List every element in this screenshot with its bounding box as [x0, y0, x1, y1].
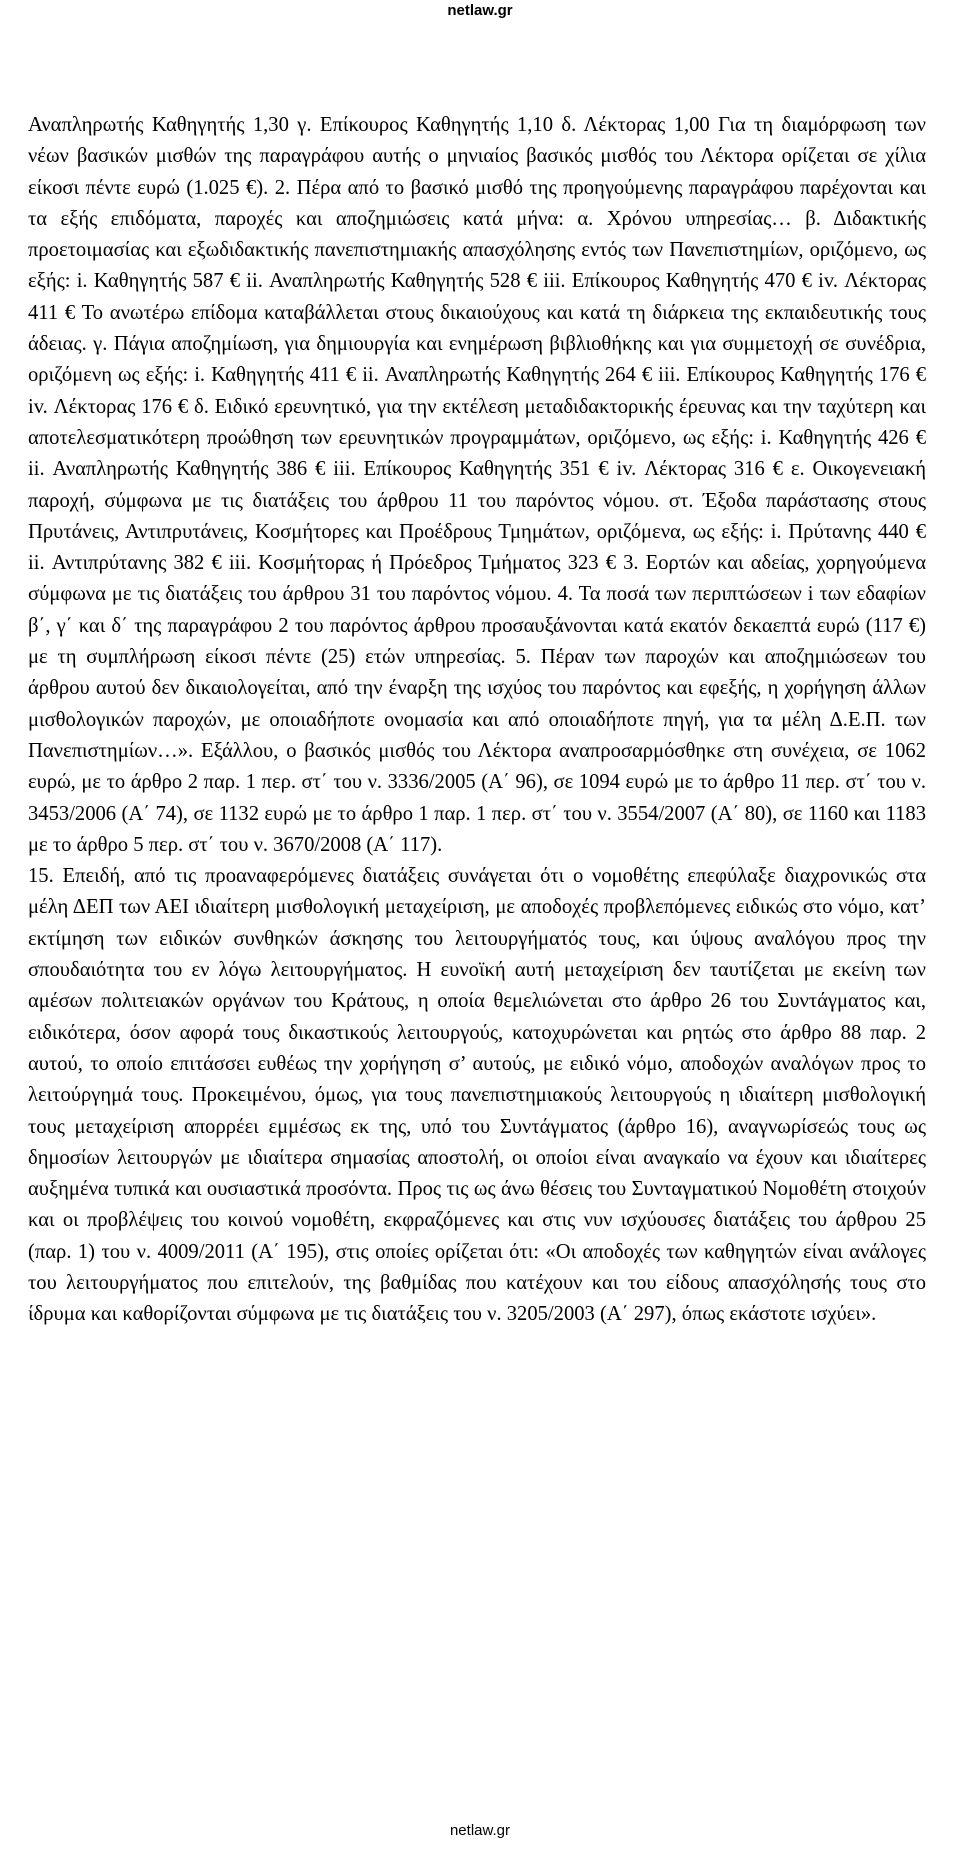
paragraph-salary-provisions: Αναπληρωτής Καθηγητής 1,30 γ. Επίκουρος Καθηγητής 1,10 δ. Λέκτορας 1,00 Για τη διαμόρφωση των νέων βασικών μισθών της παραγράφου αυτής ο μηνιαίος βασικός μισθός του Λέκτορα ορίζεται σε χίλια είκοσι πέντε ευρώ (1.025 €). 2. Πέρα από το βασικό μισθό της προηγούμενης παραγράφου παρέχονται και τα εξής επιδόματα, παροχές και αποζημιώσεις κατά μήνα: α. Χρόνου υπηρεσίας… β. Διδακτικής προετοιμασίας και εξωδιδακτικής πανεπιστημιακής απασχόλησης εντός των Πανεπιστημίων, οριζόμενο, ως εξής: i. Καθηγητής 587 € ii. Αναπληρωτής Καθηγητής 528 € iii. Επίκουρος Καθηγητής 470 € iv. Λέκτορας 411 € Το ανωτέρω επίδομα καταβάλλεται στους δικαιούχους και κατά τη διάρκεια της εκπαιδευτικής τους άδειας. γ. Πάγια αποζημίωση, για δημιουργία και ενημέρωση βιβλιοθήκης και για συμμετοχή σε συνέδρια, οριζόμενη ως εξής: i. Καθηγητής 411 € ii. Αναπληρωτής Καθηγητής 264 € iii. Επίκουρος Καθηγητής 176 € iv. Λέκτορας 176 € δ. Ειδικό ερευνητικό, για την εκτέλεση μεταδιδακτορικής έρευνας και την ταχύτερη και αποτελεσματικότερη προώθηση των ερευνητικών προγραμμάτων, οριζόμενο, ως εξής: i. Καθηγητής 426 € ii. Αναπληρωτής Καθηγητής 386 € iii. Επίκουρος Καθηγητής 351 € iv. Λέκτορας 316 € ε. Οικογενειακή παροχή, σύμφωνα με τις διατάξεις του άρθρου 11 του παρόντος νόμου. στ. Έξοδα παράστασης στους Πρυτάνεις, Αντιπρυτάνεις, Κοσμήτορες και Προέδρους Τμημάτων, οριζόμενα, ως εξής: i. Πρύτανης 440 € ii. Αντιπρύτανης 382 € iii. Κοσμήτορας ή Πρόεδρος Τμήματος 323 € 3. Εορτών και αδείας, χορηγούμενα σύμφωνα με τις διατάξεις του άρθρου 31 του παρόντος νόμου. 4. Τα ποσά των περιπτώσεων i των εδαφίων β΄, γ΄ και δ΄ της παραγράφου 2 του παρόντος άρθρου προσαυξάνονται κατά εκατόν δεκαεπτά ευρώ (117 €) με τη συμπλήρωση είκοσι πέντε (25) ετών υπηρεσίας. 5. Πέραν των παροχών και αποζημιώσεων του άρθρου αυτού δεν δικαιολογείται, από την έναρξη της ισχύος του παρόντος και εφεξής, η χορήγηση άλλων μισθολογικών παροχών, με οποιαδήποτε ονομασία και από οποιαδήποτε πηγή, για τα μέλη Δ.Ε.Π. των Πανεπιστημίων…». Εξάλλου, ο βασικός μισθός του Λέκτορα αναπροσαρμόσθηκε στη συνέχεια, σε 1062 ευρώ, με το άρθρο 2 παρ. 1 περ. στ΄ του ν. 3336/2005 (Α΄ 96), σε 1094 ευρώ με το άρθρο 11 περ. στ΄ του ν. 3453/2006 (Α΄ 74), σε 1132 ευρώ με το άρθρο 1 παρ. 1 περ. στ΄ του ν. 3554/2007 (Α΄ 80), σε 1160 και 1183 με το άρθρο 5 περ. στ΄ του ν. 3670/2008 (Α΄ 117). [28, 114, 926, 856]
page-footer-site-name: netlaw.gr [449, 1822, 511, 1839]
paragraph-15-reasoning: 15. Επειδή, από τις προαναφερόμενες διατάξεις συνάγεται ότι ο νομοθέτης επεφύλαξε διαχρονικώς στα μέλη ΔΕΠ των ΑΕΙ ιδιαίτερη μισθολογική μεταχείριση, με αποδοχές προβλεπόμενες ειδικώς στο νόμο, κατ’ εκτίμηση των ειδικών συνθηκών άσκησης του λειτουργήματός τους, και ύψους αναλόγου προς την σπουδαιότητα του εν λόγω λειτουργήματος. Η ευνοϊκή αυτή μεταχείριση δεν ταυτίζεται με εκείνη των αμέσων πολιτειακών οργάνων του Κράτους, η οποία θεμελιώνεται στο άρθρο 26 του Συντάγματος και, ειδικότερα, όσον αφορά τους δικαστικούς λειτουργούς, κατοχυρώνεται και ρητώς στο άρθρο 88 παρ. 2 αυτού, το οποίο επιτάσσει ευθέως την χορήγηση σ’ αυτούς, με ειδικό νόμο, αποδοχών αναλόγων προς το λειτούργημά τους. Προκειμένου, όμως, για τους πανεπιστημιακούς λειτουργούς η ιδιαίτερη μισθολογική τους μεταχείριση απορρέει εμμέσως εκ της, υπό του Συντάγματος (άρθρο 16), αναγνωρίσεώς τους ως δημοσίων λειτουργών με ιδιαίτερα σημασίας αποστολή, οι οποίοι είναι αναγκαίο να έχουν και ιδιαίτερες αυξημένα τυπικά και ουσιαστικά προσόντα. Προς τις ως άνω θέσεις του Συνταγματικού Νομοθέτη στοιχούν και οι προβλέψεις του κοινού νομοθέτη, εκφραζόμενες και στις νυν ισχύουσες διατάξεις του άρθρου 25 (παρ. 1) του ν. 4009/2011 (Α΄ 195), στις οποίες ορίζεται ότι: «Οι αποδοχές των καθηγητών είναι ανάλογες του λειτουργήματος που επιτελούν, της βαθμίδας που κατέχουν και του είδους απασχόλησής τους στο ίδρυμα και καθορίζονται σύμφωνα με τις διατάξεις του ν. 3205/2003 (Α΄ 297), όπως εκάστοτε ισχύει». [28, 865, 926, 1326]
page-header-site-name: netlaw.gr [447, 2, 513, 19]
document-body [28, 110, 926, 1331]
